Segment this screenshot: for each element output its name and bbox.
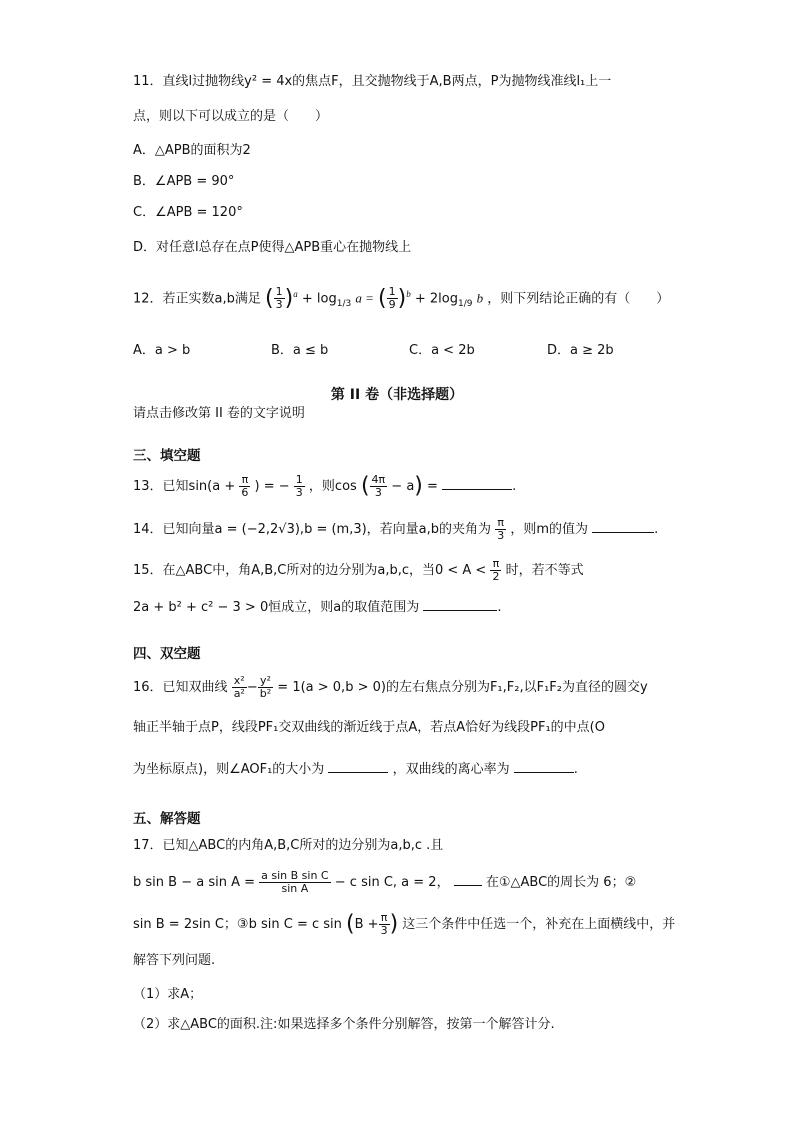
q17-line3-post: 这三个条件中任选一个，补充在上面横线中，并 <box>402 917 676 932</box>
part2-note: 请点击修改第 II 卷的文字说明 <box>133 406 305 421</box>
q12-stem-mid3: + 2log <box>414 291 458 307</box>
q14: 14．已知向量a = (−2,2√3),b = (m,3)，若向量a,b的夹角为 $\frac{\pi}{3}$ ，则m的值为 . <box>133 516 659 542</box>
q17-line2-tail: 在①△ABC的周长为 6；② <box>485 875 637 890</box>
q16-line3-pre: 为坐标原点)，则∠AOF₁的大小为 <box>133 762 325 777</box>
q15-line1: 15．在△ABC中，角A,B,C所对的边分别为a,b,c，当0 < A < $\frac{\pi}{2}$ 时，若不等式 <box>133 557 584 583</box>
q17-line2: b sin B − a sin A = $\frac{\text{a sin B sin C}}{\text{sin A}}$ − c sin C, a = 2， 在①△ABC的周长为 6；② <box>133 869 637 895</box>
q12-stem-mid4: b <box>476 290 484 306</box>
q14-answer-blank <box>592 518 654 533</box>
part2-title: 第 II 卷（非选择题） <box>330 387 464 403</box>
q15-line2-text: 2a + b² + c² − 3 > 0恒成立，则a的取值范围为 <box>133 600 420 615</box>
q16-line1-post: = 1(a > 0,b > 0)的左右焦点分别为F₁,F₂,以F₁F₂为直径的圆交y <box>277 680 648 695</box>
q13-mid: ) = − <box>254 479 290 494</box>
q16-answer-blank-1 <box>328 758 388 773</box>
q13-pre: 13．已知sin(a + <box>133 479 236 494</box>
q12-stem-post: ，则下列结论正确的有（ ） <box>487 291 670 307</box>
section-double-blank-title: 四、双空题 <box>133 646 201 662</box>
q12-option-a: A．a > b <box>133 343 191 358</box>
q12-option-b: B．a ≤ b <box>271 343 329 358</box>
q14-post: ，则m的值为 <box>510 522 588 537</box>
q17-line3-pre: sin B = 2sin C；③b sin C = c sin <box>133 917 342 932</box>
q11-line1: 11．直线l过抛物线y² = 4x的焦点F，且交抛物线于A,B两点，P为抛物线准线l₁上一 <box>133 74 612 89</box>
q11-option-d: D．对任意l总存在点P使得△APB重心在抛物线上 <box>133 240 412 255</box>
q13: 13．已知sin(a + $\frac{\pi}{6}$ ) = − $\frac{1}{3}$ ，则cos ( $\frac{4\pi}{3}$ − a) = . <box>133 473 517 499</box>
q11-option-c: C．∠APB = 120° <box>133 205 243 220</box>
q16-line2: 轴正半轴于点P，线段PF₁交双曲线的渐近线于点A，若点A恰好为线段PF₁的中点(O <box>133 720 605 735</box>
q16-line1-pre: 16．已知双曲线 <box>133 680 228 695</box>
q13-answer-blank <box>442 475 512 490</box>
q17-line3: sin B = 2sin C；③b sin C = c sin (B + $\frac{\pi}{3}$ ) 这三个条件中任选一个，补充在上面横线中，并 <box>133 911 676 937</box>
q17-line1: 17．已知△ABC的内角A,B,C所对的边分别为a,b,c .且 <box>133 838 444 853</box>
q12-stem-mid2: a = <box>355 290 374 306</box>
q12-option-c: C．a < 2b <box>409 343 475 358</box>
q11-option-b: B．∠APB = 90° <box>133 174 235 189</box>
q13-post: = <box>427 479 438 494</box>
q15-line2: 2a + b² + c² − 3 > 0恒成立，则a的取值范围为 . <box>133 596 501 618</box>
section-fill-in-title: 三、填空题 <box>133 448 201 464</box>
q16-line3-mid: ，双曲线的离心率为 <box>392 762 510 777</box>
q12-stem-mid1: + log <box>301 291 337 307</box>
q17-part2: （2）求△ABC的面积.注:如果选择多个条件分别解答，按第一个解答计分. <box>133 1017 555 1032</box>
q17-part1: （1）求A； <box>133 987 203 1002</box>
q17-condition-blank <box>454 871 482 886</box>
q13-mid2: ，则cos <box>308 479 357 494</box>
q16-answer-blank-2 <box>514 758 574 773</box>
q11-option-a: A．△APB的面积为2 <box>133 143 251 158</box>
q15-line1-pre: 15．在△ABC中，角A,B,C所对的边分别为a,b,c，当0 < A < <box>133 563 487 578</box>
q17-line4: 解答下列问题. <box>133 953 216 968</box>
q12-option-d: D．a ≥ 2b <box>547 343 614 358</box>
q17-line2-pre: b sin B − a sin A = <box>133 875 255 890</box>
q15-answer-blank <box>423 596 497 611</box>
q15-line1-post: 时，若不等式 <box>505 563 584 578</box>
q14-pre: 14．已知向量a = (−2,2√3),b = (m,3)，若向量a,b的夹角为 <box>133 522 492 537</box>
q12-stem-pre: 12．若正实数a,b满足 <box>133 291 261 307</box>
q13-mid3: − a <box>391 479 415 494</box>
section-solve-title: 五、解答题 <box>133 811 201 827</box>
q11-line2: 点，则以下可以成立的是（ ） <box>133 109 329 124</box>
q16-line1: 16．已知双曲线 $\frac{\text{x²}}{\text{a²}}$ − $\frac{\text{y²}}{\text{b²}}$ = 1(a > 0,b > 0)的左右焦点分别为F₁,F₂,以F₁F₂为直径的圆交y <box>133 674 648 700</box>
q12-stem: 12．若正实数a,b满足 ( $\frac{1}{3}$ )$^a + \log_{1/3} a$ = ( $\frac{1}{9}$ )$^b + 2\log_{1/9}$ b ，则下列结论正确的有（ ） <box>133 285 670 312</box>
q17-line2-post: − c sin C, a = 2， <box>334 875 450 890</box>
q16-line3: 为坐标原点)，则∠AOF₁的大小为 ，双曲线的离心率为 . <box>133 758 578 780</box>
